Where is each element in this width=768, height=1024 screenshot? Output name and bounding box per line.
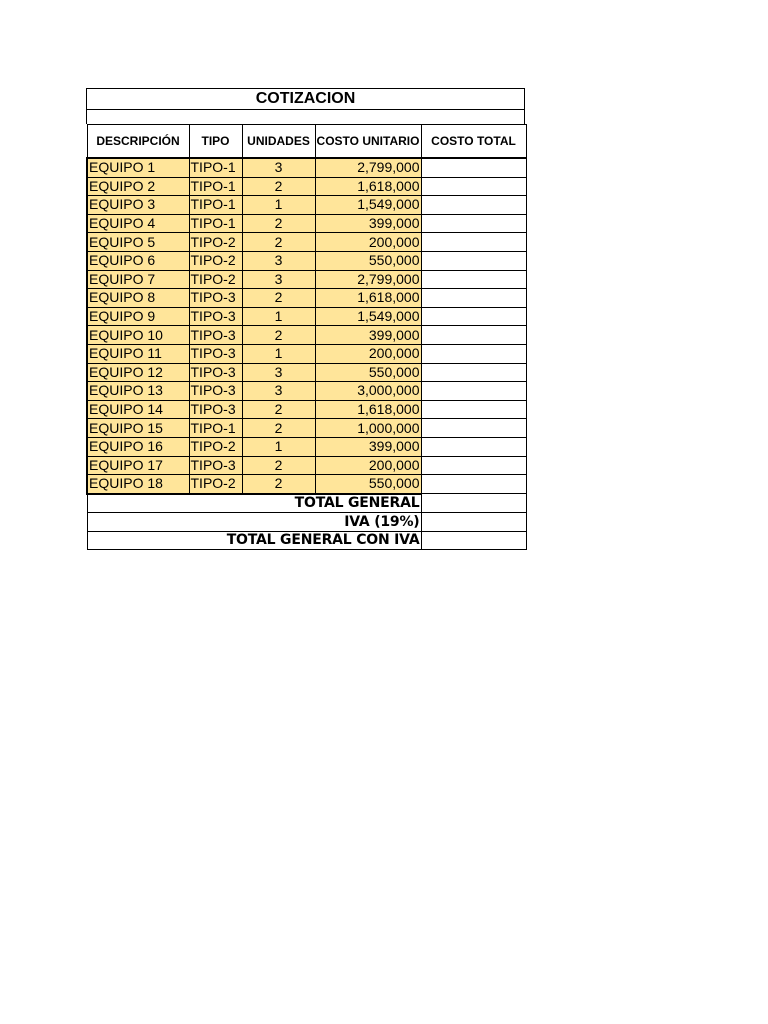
table-row[interactable]	[87, 456, 526, 475]
cell-descripcion[interactable]: EQUIPO 2	[87, 177, 189, 196]
cell-costo-unitario[interactable]: 550,000	[315, 475, 421, 494]
cell-descripcion[interactable]: EQUIPO 15	[87, 419, 189, 438]
cell-costo-unitario[interactable]: 1,000,000	[315, 419, 421, 438]
table-row[interactable]	[87, 289, 526, 308]
table-row[interactable]	[87, 400, 526, 419]
cell-costo-unitario[interactable]: 1,618,000	[315, 177, 421, 196]
cell-tipo[interactable]: TIPO-3	[189, 326, 242, 345]
cell-descripcion[interactable]: EQUIPO 7	[87, 270, 189, 289]
header-descripcion: DESCRIPCIÓN	[87, 125, 189, 159]
items-body	[87, 158, 526, 494]
cell-unidades[interactable]: 2	[242, 233, 315, 252]
cell-unidades[interactable]: 3	[242, 251, 315, 270]
cell-tipo[interactable]: TIPO-3	[189, 289, 242, 308]
cell-costo-total[interactable]	[421, 270, 526, 289]
cell-costo-total[interactable]	[421, 475, 526, 494]
cell-costo-unitario[interactable]: 1,549,000	[315, 196, 421, 215]
cell-costo-total[interactable]	[421, 233, 526, 252]
cell-descripcion[interactable]: EQUIPO 17	[87, 456, 189, 475]
cell-costo-total[interactable]	[421, 289, 526, 308]
table-row[interactable]	[87, 419, 526, 438]
header-costo-total: COSTO TOTAL	[421, 125, 526, 159]
cell-unidades[interactable]: 1	[242, 196, 315, 215]
cell-descripcion[interactable]: EQUIPO 18	[87, 475, 189, 494]
summary-body	[87, 494, 526, 550]
summary-row	[87, 513, 526, 532]
cell-descripcion[interactable]: EQUIPO 9	[87, 307, 189, 326]
quotation-table	[86, 124, 527, 550]
table-row[interactable]	[87, 270, 526, 289]
summary-value-cell[interactable]	[421, 513, 526, 532]
table-row[interactable]	[87, 363, 526, 382]
cell-unidades[interactable]: 2	[242, 456, 315, 475]
cell-descripcion[interactable]: EQUIPO 11	[87, 344, 189, 363]
cell-costo-total[interactable]	[421, 382, 526, 401]
summary-value-cell[interactable]	[421, 494, 526, 513]
table-row[interactable]	[87, 475, 526, 494]
cell-unidades[interactable]: 3	[242, 382, 315, 401]
table-row[interactable]	[87, 196, 526, 215]
cell-descripcion[interactable]: EQUIPO 14	[87, 400, 189, 419]
cell-tipo[interactable]: TIPO-3	[189, 456, 242, 475]
cell-tipo[interactable]: TIPO-1	[189, 419, 242, 438]
cell-tipo[interactable]: TIPO-1	[189, 177, 242, 196]
summary-label: TOTAL GENERAL	[87, 494, 421, 513]
cell-tipo[interactable]: TIPO-3	[189, 400, 242, 419]
cell-descripcion[interactable]: EQUIPO 4	[87, 214, 189, 233]
table-row[interactable]	[87, 214, 526, 233]
cell-descripcion[interactable]: EQUIPO 10	[87, 326, 189, 345]
cell-costo-unitario[interactable]: 3,000,000	[315, 382, 421, 401]
cell-unidades[interactable]: 3	[242, 270, 315, 289]
table-row[interactable]	[87, 233, 526, 252]
summary-label: IVA (19%)	[87, 513, 421, 532]
cell-descripcion[interactable]: EQUIPO 12	[87, 363, 189, 382]
cell-costo-unitario[interactable]: 550,000	[315, 363, 421, 382]
cell-descripcion[interactable]: EQUIPO 1	[87, 158, 189, 177]
header-costo-unitario: COSTO UNITARIO	[315, 125, 421, 159]
cell-tipo[interactable]: TIPO-1	[189, 214, 242, 233]
cell-unidades[interactable]: 2	[242, 475, 315, 494]
cell-costo-total[interactable]	[421, 177, 526, 196]
cell-tipo[interactable]: TIPO-2	[189, 270, 242, 289]
table-row[interactable]	[87, 382, 526, 401]
cell-costo-unitario[interactable]: 550,000	[315, 251, 421, 270]
cell-costo-unitario[interactable]: 399,000	[315, 326, 421, 345]
cell-descripcion[interactable]: EQUIPO 13	[87, 382, 189, 401]
cell-costo-total[interactable]	[421, 437, 526, 456]
cell-costo-total[interactable]	[421, 344, 526, 363]
cell-costo-unitario[interactable]: 1,618,000	[315, 400, 421, 419]
cell-costo-unitario[interactable]: 200,000	[315, 456, 421, 475]
table-row[interactable]	[87, 158, 526, 177]
cell-unidades[interactable]: 1	[242, 437, 315, 456]
cell-costo-unitario[interactable]: 399,000	[315, 214, 421, 233]
cell-tipo[interactable]: TIPO-2	[189, 475, 242, 494]
cell-costo-total[interactable]	[421, 158, 526, 177]
cell-unidades[interactable]: 2	[242, 400, 315, 419]
cell-unidades[interactable]: 3	[242, 363, 315, 382]
cell-tipo[interactable]: TIPO-3	[189, 307, 242, 326]
header-tipo: TIPO	[189, 125, 242, 159]
cell-costo-unitario[interactable]: 2,799,000	[315, 158, 421, 177]
cell-costo-unitario[interactable]: 2,799,000	[315, 270, 421, 289]
cell-costo-total[interactable]	[421, 456, 526, 475]
header-row	[87, 125, 526, 159]
cell-costo-total[interactable]	[421, 326, 526, 345]
header-unidades: UNIDADES	[242, 125, 315, 159]
sheet-title: COTIZACION	[86, 88, 525, 110]
table-row[interactable]	[87, 177, 526, 196]
cell-tipo[interactable]: TIPO-3	[189, 363, 242, 382]
cell-descripcion[interactable]: EQUIPO 5	[87, 233, 189, 252]
cell-tipo[interactable]: TIPO-2	[189, 233, 242, 252]
cell-unidades[interactable]: 1	[242, 344, 315, 363]
cell-descripcion[interactable]: EQUIPO 6	[87, 251, 189, 270]
cell-costo-unitario[interactable]: 1,549,000	[315, 307, 421, 326]
cell-tipo[interactable]: TIPO-1	[189, 158, 242, 177]
cell-tipo[interactable]: TIPO-3	[189, 344, 242, 363]
spacer-row	[86, 110, 525, 124]
cell-descripcion[interactable]: EQUIPO 8	[87, 289, 189, 308]
summary-row	[87, 494, 526, 513]
cell-costo-total[interactable]	[421, 363, 526, 382]
summary-row	[87, 531, 526, 550]
cell-tipo[interactable]: TIPO-1	[189, 196, 242, 215]
cell-costo-unitario[interactable]: 399,000	[315, 437, 421, 456]
table-row[interactable]	[87, 344, 526, 363]
summary-value-cell[interactable]	[421, 531, 526, 550]
cell-costo-total[interactable]	[421, 251, 526, 270]
cell-costo-total[interactable]	[421, 419, 526, 438]
cell-tipo[interactable]: TIPO-2	[189, 437, 242, 456]
cell-tipo[interactable]: TIPO-2	[189, 251, 242, 270]
cell-costo-total[interactable]	[421, 400, 526, 419]
table-row[interactable]	[87, 307, 526, 326]
cell-costo-unitario[interactable]: 1,618,000	[315, 289, 421, 308]
quotation-sheet	[86, 88, 525, 550]
cell-unidades[interactable]: 2	[242, 326, 315, 345]
cell-unidades[interactable]: 1	[242, 307, 315, 326]
cell-costo-total[interactable]	[421, 307, 526, 326]
cell-costo-unitario[interactable]: 200,000	[315, 344, 421, 363]
cell-costo-total[interactable]	[421, 214, 526, 233]
cell-costo-unitario[interactable]: 200,000	[315, 233, 421, 252]
cell-costo-total[interactable]	[421, 196, 526, 215]
table-row[interactable]	[87, 326, 526, 345]
cell-descripcion[interactable]: EQUIPO 3	[87, 196, 189, 215]
cell-descripcion[interactable]: EQUIPO 16	[87, 437, 189, 456]
table-row[interactable]	[87, 251, 526, 270]
cell-tipo[interactable]: TIPO-3	[189, 382, 242, 401]
cell-unidades[interactable]: 2	[242, 177, 315, 196]
cell-unidades[interactable]: 2	[242, 289, 315, 308]
summary-label: TOTAL GENERAL CON IVA	[87, 531, 421, 550]
table-row[interactable]	[87, 437, 526, 456]
cell-unidades[interactable]: 2	[242, 214, 315, 233]
cell-unidades[interactable]: 3	[242, 158, 315, 177]
cell-unidades[interactable]: 2	[242, 419, 315, 438]
